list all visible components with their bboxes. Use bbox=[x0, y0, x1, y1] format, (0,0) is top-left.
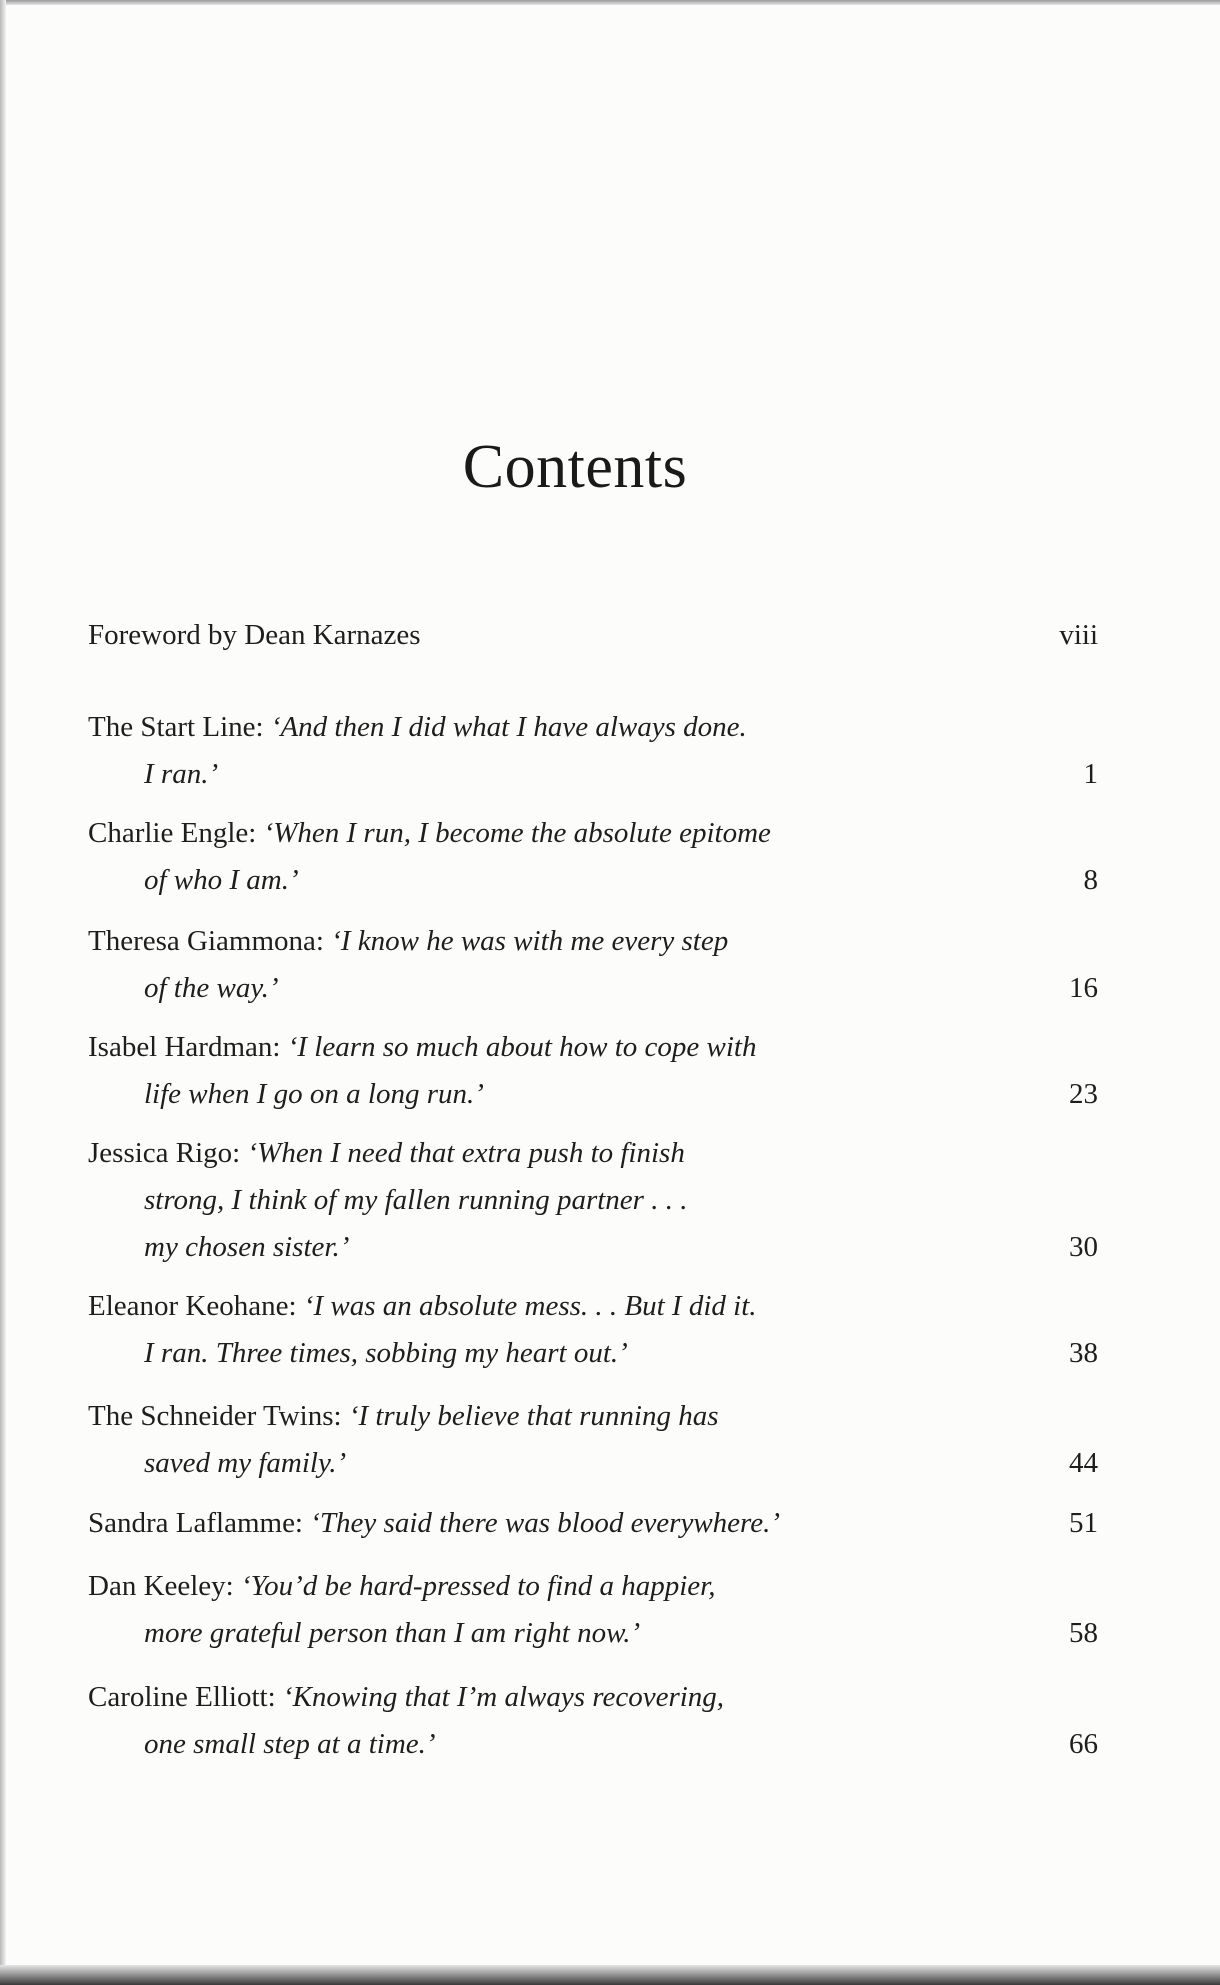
entry-quote: ‘I truly believe that running has bbox=[348, 1400, 719, 1432]
toc-entry-isabel-hardman[interactable] bbox=[88, 1024, 1098, 1118]
entry-quote-continued: of who I am.’ bbox=[144, 864, 299, 896]
toc-entry-charlie-engle[interactable] bbox=[88, 810, 1098, 904]
entry-quote: ‘I was an absolute mess. . . But I did it. bbox=[303, 1290, 757, 1322]
entry-page-number: 66 bbox=[1069, 1728, 1098, 1760]
entry-quote: ‘When I need that extra push to finish bbox=[247, 1137, 685, 1169]
entry-name: Caroline Elliott: bbox=[88, 1681, 283, 1713]
entry-quote-continued: life when I go on a long run.’ bbox=[144, 1078, 484, 1110]
entry-page-number: 51 bbox=[1069, 1507, 1098, 1539]
entry-page-number: 30 bbox=[1069, 1231, 1098, 1263]
entry-page-number: 23 bbox=[1069, 1078, 1098, 1110]
entry-page-number: 58 bbox=[1069, 1617, 1098, 1649]
foreword-text: Foreword by Dean Karnazes bbox=[88, 619, 421, 651]
entry-name: Theresa Giammona: bbox=[88, 925, 332, 957]
entry-name: Isabel Hardman: bbox=[88, 1031, 288, 1063]
entry-quote-continued: more grateful person than I am right now.’ bbox=[144, 1617, 641, 1649]
entry-quote-continued: one small step at a time.’ bbox=[144, 1728, 436, 1760]
entry-quote: ‘And then I did what I have always done. bbox=[270, 711, 747, 743]
entry-quote: ‘I know he was with me every step bbox=[331, 925, 729, 957]
entry-name: Charlie Engle: bbox=[88, 817, 264, 849]
entry-name: Jessica Rigo: bbox=[88, 1137, 248, 1169]
toc-entry-start-line[interactable] bbox=[88, 704, 1098, 798]
entry-page-number: 8 bbox=[1083, 864, 1098, 896]
entry-quote-continued: strong, I think of my fallen running partner . . . bbox=[144, 1184, 688, 1216]
toc-entry-foreword[interactable] bbox=[88, 612, 1098, 659]
entry-quote-continued: I ran. Three times, sobbing my heart out.’ bbox=[144, 1337, 628, 1369]
toc-entry-theresa-giammona[interactable] bbox=[88, 918, 1098, 1012]
toc-entry-eleanor-keohane[interactable] bbox=[88, 1283, 1098, 1377]
entry-quote: ‘When I run, I become the absolute epitome bbox=[263, 817, 771, 849]
toc-entry-caroline-elliott[interactable] bbox=[88, 1674, 1098, 1768]
entry-quote-continued: of the way.’ bbox=[144, 972, 279, 1004]
entry-quote: ‘I learn so much about how to cope with bbox=[287, 1031, 757, 1063]
foreword-page-number: viii bbox=[1059, 619, 1098, 651]
toc-entry-jessica-rigo[interactable] bbox=[88, 1130, 1098, 1271]
toc-entry-schneider-twins[interactable] bbox=[88, 1393, 1098, 1487]
entry-page-number: 38 bbox=[1069, 1337, 1098, 1369]
entry-name: Sandra Laflamme: bbox=[88, 1507, 311, 1539]
page-bottom-edge bbox=[0, 1965, 1220, 1985]
entry-name: Dan Keeley: bbox=[88, 1570, 241, 1602]
entry-page-number: 1 bbox=[1083, 758, 1098, 790]
entry-quote-continued: my chosen sister.’ bbox=[144, 1231, 350, 1263]
entry-page-number: 44 bbox=[1069, 1447, 1098, 1479]
entry-page-number: 16 bbox=[1069, 972, 1098, 1004]
entry-name: The Schneider Twins: bbox=[88, 1400, 349, 1432]
page-title: Contents bbox=[462, 433, 688, 501]
toc-entry-dan-keeley[interactable] bbox=[88, 1563, 1098, 1657]
entry-quote: ‘You’d be hard-pressed to find a happier, bbox=[241, 1570, 716, 1602]
page-top-edge bbox=[0, 0, 1220, 5]
toc-entry-sandra-laflamme[interactable] bbox=[88, 1500, 1098, 1547]
entry-quote: ‘Knowing that I’m always recovering, bbox=[282, 1681, 725, 1713]
entry-name: The Start Line: bbox=[88, 711, 271, 743]
entry-quote-continued: saved my family.’ bbox=[144, 1447, 347, 1479]
page-left-edge bbox=[0, 0, 6, 1985]
entry-name: Eleanor Keohane: bbox=[88, 1290, 304, 1322]
entry-quote: ‘They said there was blood everywhere.’ bbox=[310, 1507, 781, 1539]
entry-quote-continued: I ran.’ bbox=[144, 758, 219, 790]
